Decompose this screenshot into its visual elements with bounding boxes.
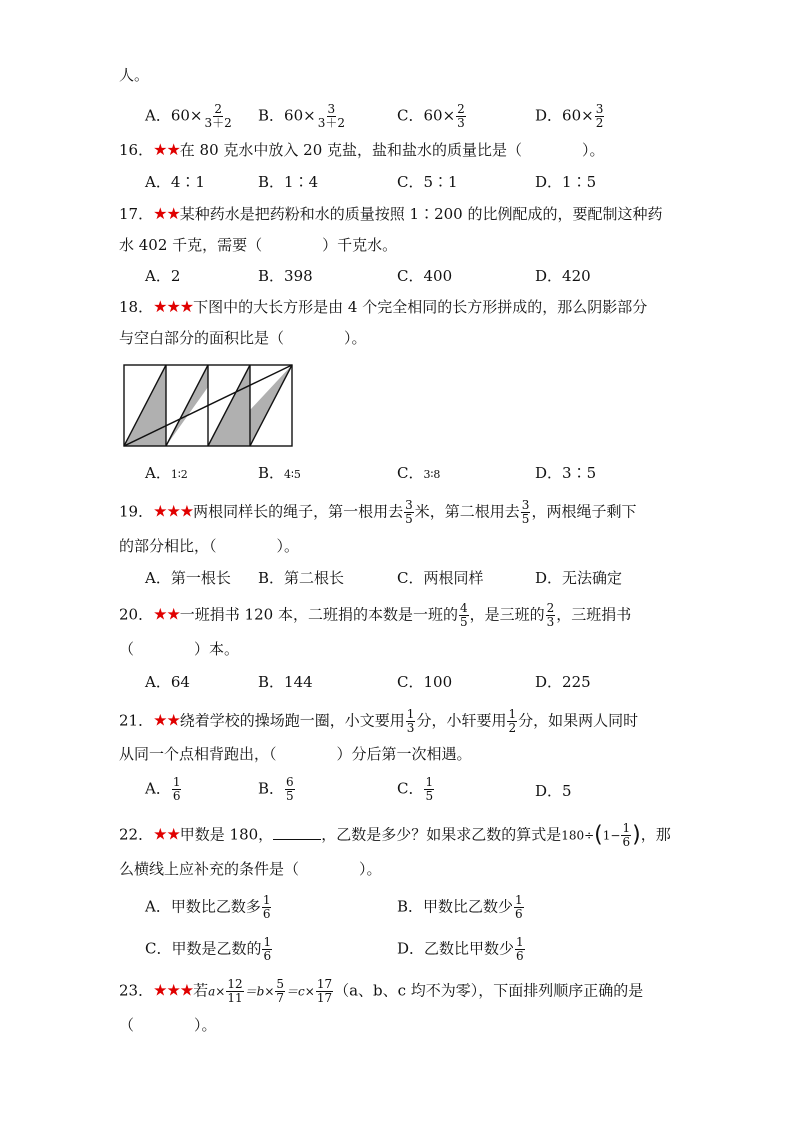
difficulty-stars-icon: ★★★ xyxy=(153,297,194,316)
q22-stem-line2: 么横线上应补充的条件是（ ）。 xyxy=(119,860,382,878)
q16-option-c[interactable]: C．5∶1 xyxy=(397,173,458,191)
question-number: 17． xyxy=(119,205,154,223)
q23-stem-line1: 23．★★★若a× $\frac{12}{11}$ ＝b× $\frac{5}{7}$ ＝c× $\frac{17}{17}$ （a、b、c 均不为零），下面排列顺序正确的是 xyxy=(119,977,644,1005)
fraction: $\frac{17}{17}$ xyxy=(316,977,333,1005)
q18-stem-line1 xyxy=(119,297,647,317)
q20-option-a[interactable]: A．64 xyxy=(145,673,190,691)
fraction: $\frac{1}{3}$ xyxy=(406,707,415,735)
fraction: $\frac{1}{6}$ xyxy=(262,893,271,921)
fraction: $\frac{3}{3+2}$ xyxy=(317,102,345,130)
difficulty-stars-icon: ★★★ xyxy=(153,501,194,521)
q22-stem-line1: 22．★★甲数是 180， ，乙数是多少？如果求乙数的算式是180÷(1− $\frac{1}{6}$ )，那 xyxy=(119,821,671,849)
fraction: $\frac{1}{6}$ xyxy=(263,935,272,963)
q18-option-a[interactable]: A．1∶2 xyxy=(145,464,188,482)
q18-option-c[interactable]: C．3∶8 xyxy=(397,464,441,482)
question-number: 19． xyxy=(119,502,154,521)
q20-option-d[interactable]: D．225 xyxy=(535,673,591,691)
q17-stem-line1 xyxy=(119,204,663,224)
fraction: $\frac{1}{6}$ xyxy=(516,935,524,963)
q15-option-c[interactable]: C．60× $\frac{2}{3}$ xyxy=(397,102,465,130)
q17-option-b[interactable]: B．398 xyxy=(258,267,313,285)
fraction: $\frac{2}{3+2}$ xyxy=(204,102,232,130)
fraction: $\frac{3}{5}$ xyxy=(521,498,530,526)
q16-stem xyxy=(119,140,605,160)
q18-option-b[interactable]: B．4∶5 xyxy=(258,464,301,482)
q15-option-b[interactable]: B．60× $\frac{3}{3+2}$ xyxy=(258,102,345,130)
q20-option-b[interactable]: B．144 xyxy=(258,673,313,691)
difficulty-stars-icon: ★★ xyxy=(153,140,180,159)
q20-stem-line1: 20．★★一班捐书 120 本，二班捐的本数是一班的 $\frac{4}{5}$ ，是三班的 $\frac{2}{3}$ ，三班捐书 xyxy=(119,601,632,629)
q17-stem-line2: 水 402 千克，需要（ ）千克水。 xyxy=(119,236,398,254)
question-number: 23． xyxy=(119,981,154,1000)
q21-option-b[interactable]: B． $\frac{6}{5}$ xyxy=(258,775,294,803)
q19-stem-line1: 19．★★★两根同样长的绳子，第一根用去 $\frac{3}{5}$ 米，第二根用去 $\frac{3}{5}$ ，两根绳子剩下 xyxy=(119,498,637,526)
fraction: $\frac{1}{6}$ xyxy=(515,893,523,921)
question-text: 下图中的大长方形是由 4 个完全相同的长方形拼成的，那么阴影部分 xyxy=(193,298,648,316)
q15-tail: 人。 xyxy=(119,66,150,84)
question-number: 20． xyxy=(119,605,154,624)
q18-stem-line2: 与空白部分的面积比是（ ）。 xyxy=(119,329,367,347)
q23-stem-line2: （ ）。 xyxy=(119,1016,217,1034)
q22-option-b[interactable]: B．甲数比乙数少 $\frac{1}{6}$ xyxy=(397,893,523,921)
q21-stem-line2: 从同一个点相背跑出，（ ）分后第一次相遇。 xyxy=(119,745,472,763)
difficulty-stars-icon: ★★ xyxy=(153,710,180,730)
fraction: $\frac{3}{2}$ xyxy=(595,102,604,130)
fraction: $\frac{1}{6}$ xyxy=(622,821,631,849)
question-number: 18． xyxy=(119,298,154,316)
q17-option-c[interactable]: C．400 xyxy=(397,267,453,285)
difficulty-stars-icon: ★★ xyxy=(153,604,180,624)
difficulty-stars-icon: ★★★ xyxy=(153,980,194,1000)
question-text: 某种药水是把药粉和水的质量按照 1∶200 的比例配成的，要配制这种药 xyxy=(179,205,663,223)
q20-option-c[interactable]: C．100 xyxy=(397,673,453,691)
q16-option-d[interactable]: D．1∶5 xyxy=(535,173,597,191)
fraction: $\frac{1}{6}$ xyxy=(172,775,181,803)
question-number: 16． xyxy=(119,141,154,159)
fraction: $\frac{3}{5}$ xyxy=(405,498,413,526)
rectangle-figure xyxy=(123,364,295,448)
q21-option-a[interactable]: A． $\frac{1}{6}$ xyxy=(145,775,181,803)
fraction: $\frac{6}{5}$ xyxy=(286,775,294,803)
fraction: $\frac{2}{3}$ xyxy=(457,102,465,130)
q17-option-d[interactable]: D．420 xyxy=(535,267,591,285)
difficulty-stars-icon: ★★ xyxy=(153,824,180,844)
difficulty-stars-icon: ★★ xyxy=(153,204,180,223)
question-number: 22． xyxy=(119,825,154,844)
q22-option-a[interactable]: A．甲数比乙数多 $\frac{1}{6}$ xyxy=(145,893,271,921)
q21-option-c[interactable]: C． $\frac{1}{5}$ xyxy=(397,775,434,803)
q19-option-c[interactable]: C．两根同样 xyxy=(397,569,484,587)
fraction: $\frac{5}{7}$ xyxy=(276,977,285,1005)
q19-stem-line2: 的部分相比，（ ）。 xyxy=(119,537,300,555)
fill-blank[interactable] xyxy=(273,825,321,840)
q19-option-a[interactable]: A．第一根长 xyxy=(145,569,231,587)
q19-option-d[interactable]: D．无法确定 xyxy=(535,569,623,587)
q20-stem-line2: （ ）本。 xyxy=(119,640,240,658)
q19-option-b[interactable]: B．第二根长 xyxy=(258,569,345,587)
q18-option-d[interactable]: D．3∶5 xyxy=(535,464,597,482)
q16-option-b[interactable]: B．1∶4 xyxy=(258,173,319,191)
question-text: 在 80 克水中放入 20 克盐，盐和盐水的质量比是（ ）。 xyxy=(179,141,605,159)
fraction: $\frac{1}{2}$ xyxy=(508,707,517,735)
q15-option-d[interactable]: D．60× $\frac{3}{2}$ xyxy=(535,102,604,130)
q21-stem-line1: 21．★★绕着学校的操场跑一圈，小文要用 $\frac{1}{3}$ 分，小轩要用 $\frac{1}{2}$ 分，如果两人同时 xyxy=(119,707,639,735)
q16-option-a[interactable]: A．4∶1 xyxy=(145,173,205,191)
fraction: $\frac{2}{3}$ xyxy=(546,601,555,629)
q22-option-d[interactable]: D．乙数比甲数少 $\frac{1}{6}$ xyxy=(397,935,524,963)
question-number: 21． xyxy=(119,711,154,730)
fraction: $\frac{4}{5}$ xyxy=(459,601,468,629)
fraction: $\frac{1}{5}$ xyxy=(425,775,434,803)
q21-option-d[interactable]: D．5 xyxy=(535,782,572,800)
fraction: $\frac{12}{11}$ xyxy=(227,977,243,1005)
q15-option-a[interactable]: A．60× $\frac{2}{3+2}$ xyxy=(145,102,232,130)
q22-option-c[interactable]: C．甲数是乙数的 $\frac{1}{6}$ xyxy=(145,935,272,963)
q17-option-a[interactable]: A．2 xyxy=(145,267,181,285)
